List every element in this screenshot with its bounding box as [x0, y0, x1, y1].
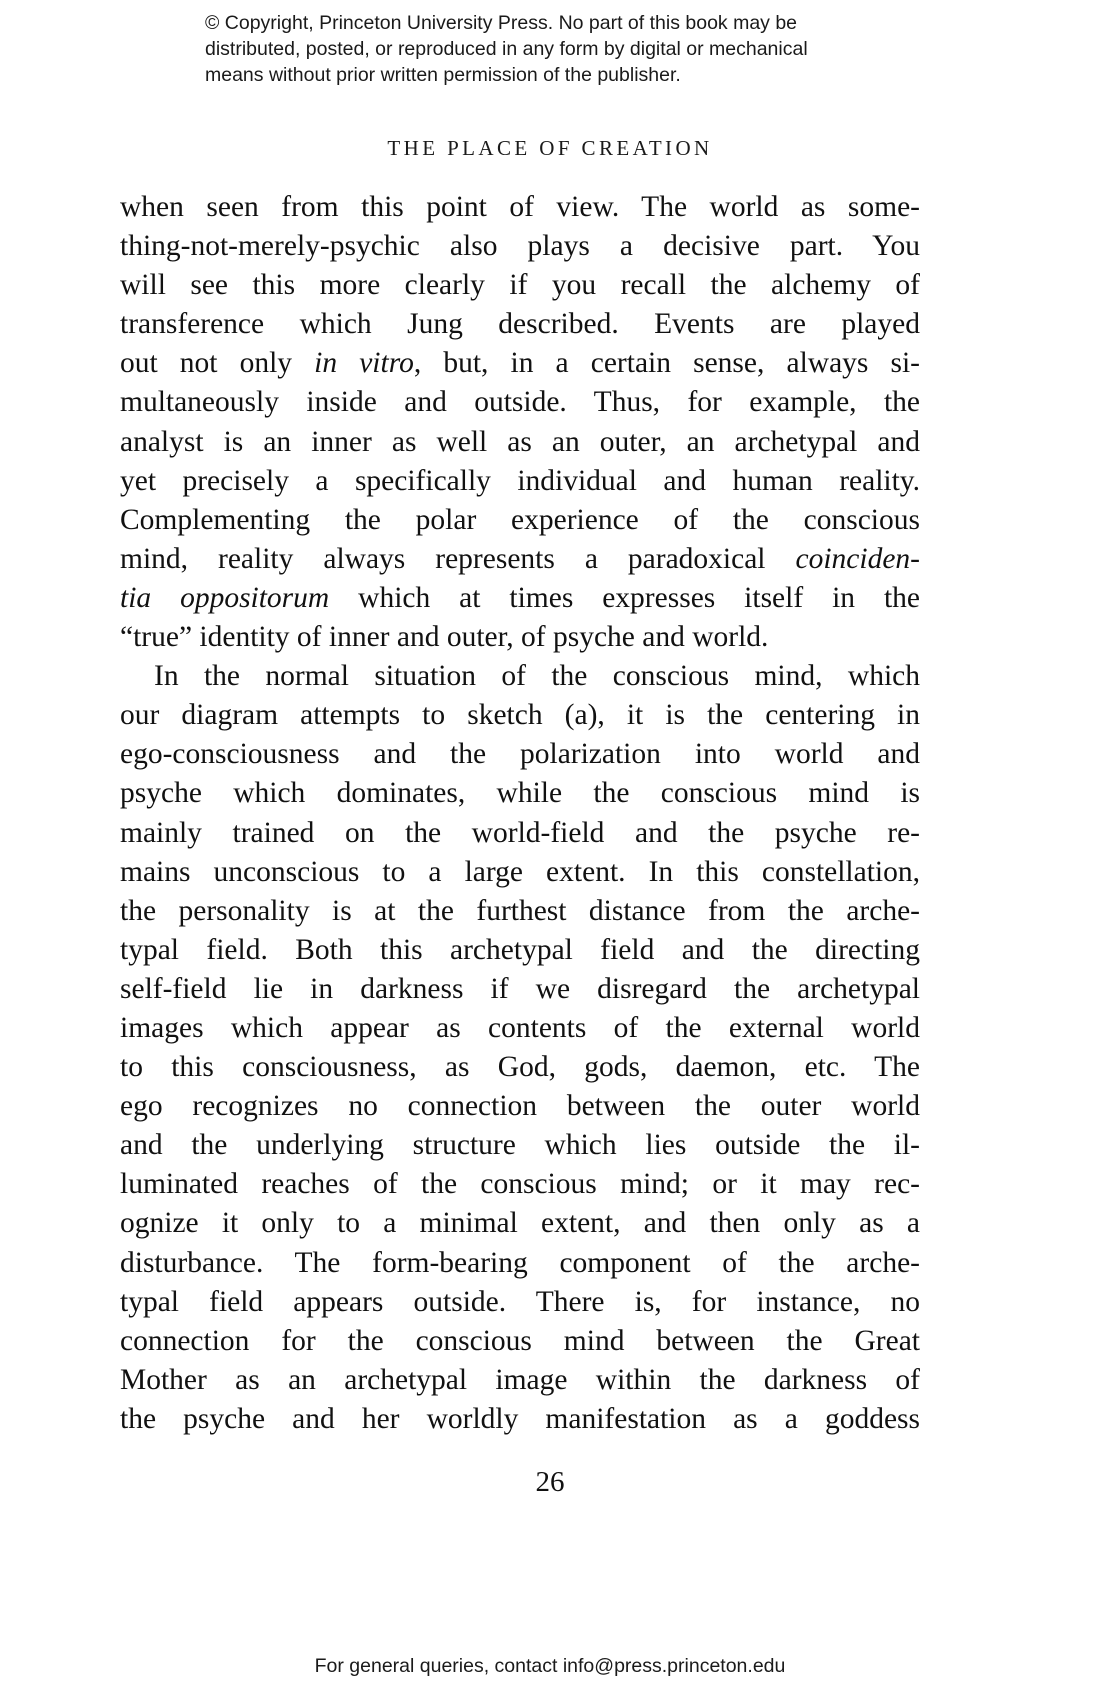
text-line: will see this more clearly if you recall the alchemy of [120, 269, 920, 302]
text-line: analyst is an inner as well as an outer, an archetypal and [120, 425, 920, 458]
running-head: THE PLACE OF CREATION [387, 136, 713, 160]
text-line: to this consciousness, as God, gods, daemon, etc. The [120, 1051, 920, 1084]
text-line: self-field lie in darkness if we disregard the archetypal [120, 972, 920, 1005]
italic-phrase: tia oppositorum [120, 581, 330, 614]
text-segment: mind, reality always represents a paradoxical [120, 542, 796, 575]
text-line: ognize it only to a minimal extent, and then only as a [120, 1207, 920, 1240]
text-line: mains unconscious to a large extent. In this constellation, [120, 855, 920, 888]
text-line: ego-consciousness and the polarization into world and [120, 738, 920, 771]
text-line [120, 579, 920, 618]
text-line: the personality is at the furthest distance from the arche- [120, 894, 920, 927]
body-text [120, 188, 920, 1439]
text-line: thing-not-merely-psychic also plays a decisive part. You [120, 230, 920, 263]
copyright-line: distributed, posted, or reproduced in any form by digital or mechanical [205, 38, 808, 60]
text-line: psyche which dominates, while the conscious mind is [120, 777, 920, 810]
text-segment: out not only [120, 347, 315, 380]
text-line [120, 344, 920, 383]
italic-phrase: in vitro [314, 347, 414, 380]
text-line: when seen from this point of view. The world as some- [120, 191, 920, 223]
text-line: Mother as an archetypal image within the darkness of [120, 1363, 920, 1396]
copyright-line: means without prior written permission of the publisher. [205, 64, 681, 86]
text-line: mainly trained on the world-field and the psyche re- [120, 816, 920, 849]
text-line: disturbance. The form-bearing component of the arche- [120, 1246, 920, 1279]
copyright-line: © Copyright, Princeton University Press. No part of this book may be [205, 12, 798, 34]
text-line: In the normal situation of the conscious mind, which [154, 660, 920, 693]
text-line: images which appear as contents of the external world [120, 1011, 920, 1044]
text-line: yet precisely a specifically individual and human reality. [120, 464, 920, 497]
copyright-notice [205, 10, 925, 88]
text-line: the psyche and her worldly manifestation as a goddess [120, 1402, 920, 1435]
text-line: transference which Jung described. Events are played [120, 308, 920, 341]
text-line: Complementing the polar experience of the conscious [120, 503, 920, 536]
text-line: luminated reaches of the conscious mind; or it may rec- [120, 1168, 920, 1201]
page-number: 26 [535, 1466, 565, 1498]
text-line: “true” identity of inner and outer, of psyche and world. [120, 621, 769, 654]
footer-contact: For general queries, contact info@press.princeton.edu [314, 1655, 786, 1677]
text-line: ego recognizes no connection between the outer world [120, 1090, 920, 1123]
text-line: typal field appears outside. There is, for instance, no [120, 1285, 920, 1318]
text-segment: , but, in a certain sense, always si- [413, 347, 921, 380]
italic-phrase: coinciden- [795, 542, 920, 575]
text-line: typal field. Both this archetypal field and the directing [120, 933, 920, 966]
text-line: and the underlying structure which lies outside the il- [120, 1129, 920, 1162]
text-line: our diagram attempts to sketch (a), it is the centering in [120, 699, 920, 732]
text-line: connection for the conscious mind between the Great [120, 1324, 920, 1357]
text-line: multaneously inside and outside. Thus, for example, the [120, 386, 920, 419]
text-line [120, 540, 920, 579]
text-segment: which at times expresses itself in the [329, 581, 920, 614]
